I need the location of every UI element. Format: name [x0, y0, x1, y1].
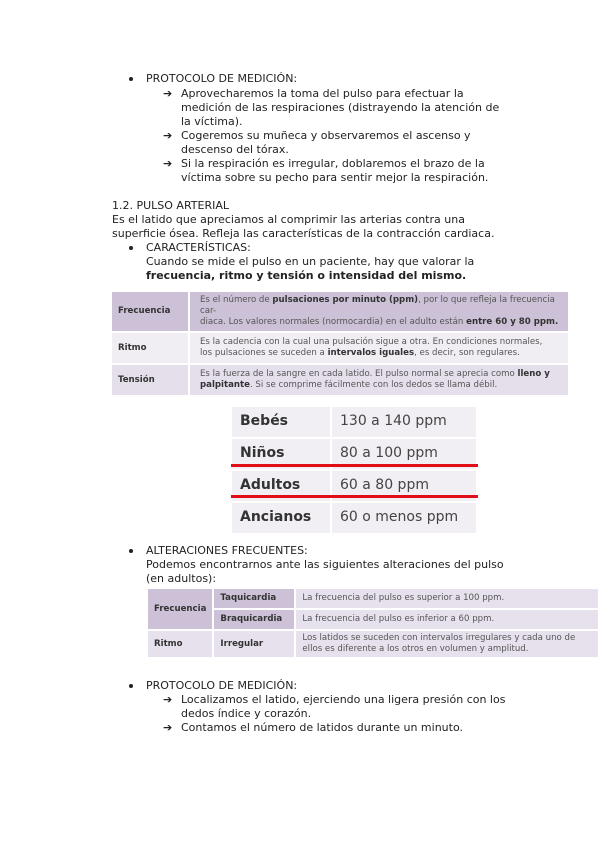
- list-item: medición de las respiraciones (distrayendo la atención de: [181, 101, 500, 114]
- type-cell: Taquicardia: [214, 589, 294, 608]
- value-cell: 60 a 80 ppm: [330, 471, 476, 501]
- characteristics-text: Cuando se mide el pulso en un paciente, hay que valorar la: [146, 255, 475, 268]
- highlight-line-top: [231, 464, 478, 467]
- table-row: [112, 365, 568, 395]
- arrow-right-icon: ➔: [163, 129, 173, 142]
- age-cell: Ancianos: [232, 503, 330, 533]
- table-row: [112, 292, 568, 331]
- protocol-2-heading: PROTOCOLO DE MEDICIÓN:: [146, 679, 298, 692]
- list-item: dedos índice y corazón.: [181, 707, 312, 720]
- description-cell: La frecuencia del pulso es inferior a 60 ppm.: [296, 610, 598, 629]
- category-cell: Ritmo: [148, 631, 212, 657]
- highlight-line-bottom: [231, 495, 478, 498]
- list-item: descenso del tórax.: [181, 143, 289, 156]
- arrow-right-icon: ➔: [163, 157, 173, 170]
- bullet-icon: [129, 684, 133, 688]
- age-pulse-table: [232, 405, 476, 535]
- category-cell: Frecuencia: [148, 589, 212, 629]
- list-item: Contamos el número de latidos durante un minuto.: [181, 721, 463, 734]
- arrow-right-icon: ➔: [163, 693, 173, 706]
- arrow-right-icon: ➔: [163, 87, 173, 100]
- age-cell: Niños: [232, 439, 330, 469]
- type-cell: Irregular: [214, 631, 294, 657]
- row-label: Frecuencia: [112, 292, 188, 331]
- list-item: la víctima).: [181, 115, 243, 128]
- list-item: Localizamos el latido, ejerciendo una ligera presión con los: [181, 693, 506, 706]
- list-item: víctima sobre su pecho para sentir mejor la respiración.: [181, 171, 489, 184]
- table-row: [148, 589, 598, 608]
- intro-line: superficie ósea. Refleja las características de la contracción cardiaca.: [112, 227, 495, 240]
- bullet-icon: [129, 77, 133, 81]
- table-row: [232, 407, 476, 437]
- section-title: 1.2. PULSO ARTERIAL: [112, 199, 230, 212]
- table-row: [148, 610, 598, 629]
- characteristics-table: [112, 290, 568, 397]
- value-cell: 80 a 100 ppm: [330, 439, 476, 469]
- alterations-text: Podemos encontrarnos ante las siguientes alteraciones del pulso: [146, 558, 504, 571]
- alterations-text: (en adultos):: [146, 572, 217, 585]
- table-row: [112, 333, 568, 363]
- bullet-icon: [129, 549, 133, 553]
- characteristics-bold: frecuencia, ritmo y tensión o intensidad del mismo.: [146, 269, 467, 282]
- value-cell: 130 a 140 ppm: [330, 407, 476, 437]
- row-label: Ritmo: [112, 333, 188, 363]
- age-cell: Adultos: [232, 471, 330, 501]
- age-cell: Bebés: [232, 407, 330, 437]
- arrow-right-icon: ➔: [163, 721, 173, 734]
- description-cell: La frecuencia del pulso es superior a 100 ppm.: [296, 589, 598, 608]
- row-label: Tensión: [112, 365, 188, 395]
- table-row: [148, 631, 598, 657]
- alterations-table: [146, 587, 600, 659]
- value-cell: 60 o menos ppm: [330, 503, 476, 533]
- row-description: Es la fuerza de la sangre en cada latido. El pulso normal se aprecia como lleno y palpitante. Si se comprime fácilmente con los dedos se llama débil.: [190, 365, 568, 395]
- description-cell: Los latidos se suceden con intervalos irregulares y cada uno de ellos es diferente a los otros en volumen y amplitud.: [296, 631, 598, 657]
- bullet-icon: [129, 246, 133, 250]
- list-item: Aprovecharemos la toma del pulso para efectuar la: [181, 87, 464, 100]
- row-description: Es la cadencia con la cual una pulsación sigue a otra. En condiciones normales, los pulsaciones se suceden a intervalos iguales, es decir, son regulares.: [190, 333, 568, 363]
- protocol-1-heading: PROTOCOLO DE MEDICIÓN:: [146, 72, 298, 85]
- list-item: Si la respiración es irregular, doblaremos el brazo de la: [181, 157, 485, 170]
- characteristics-heading: CARACTERÍSTICAS:: [146, 241, 251, 254]
- type-cell: Braquicardia: [214, 610, 294, 629]
- row-description: Es el número de pulsaciones por minuto (ppm), por lo que refleja la frecuencia car- diaca. Los valores normales (normocardia) en el adulto están entre 60 y 80 ppm.: [190, 292, 568, 331]
- intro-line: Es el latido que apreciamos al comprimir las arterias contra una: [112, 213, 465, 226]
- list-item: Cogeremos su muñeca y observaremos el ascenso y: [181, 129, 471, 142]
- table-row: [232, 503, 476, 533]
- alterations-heading: ALTERACIONES FRECUENTES:: [146, 544, 308, 557]
